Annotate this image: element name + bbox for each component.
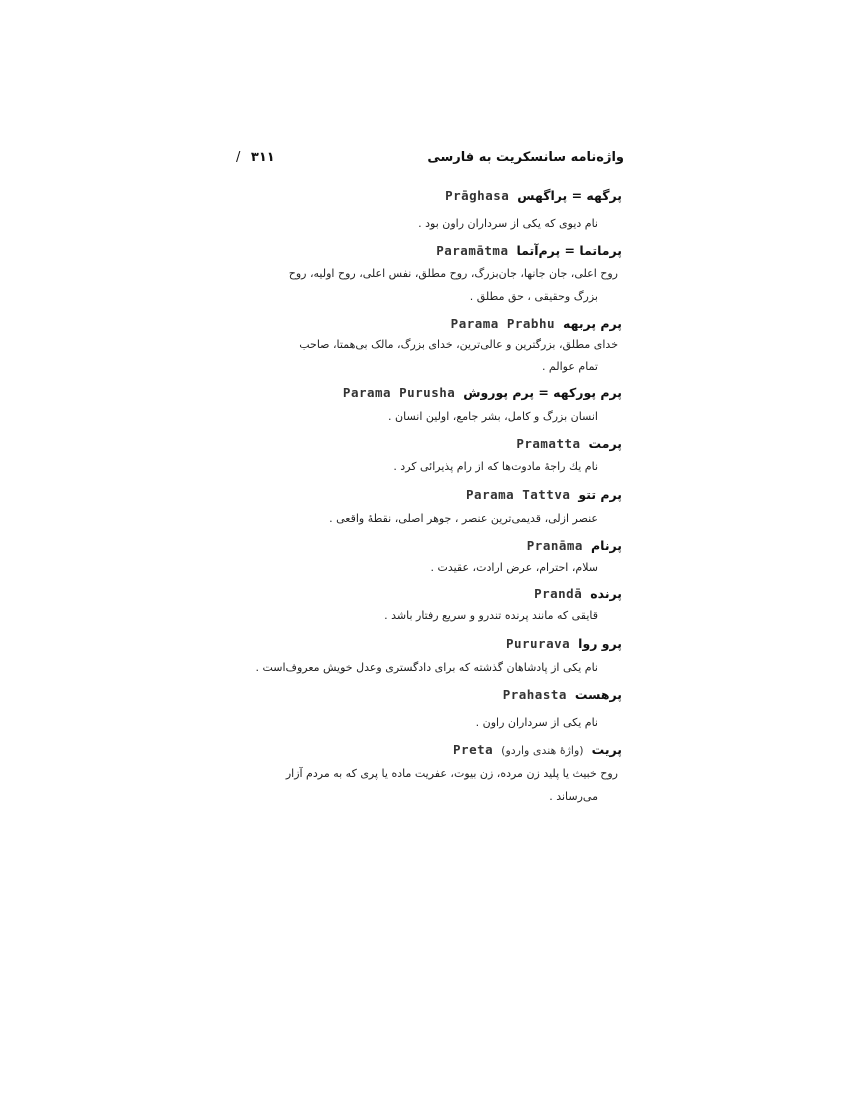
entry-definition-line: نام یکی از سرداران راون . — [475, 716, 598, 729]
entry-term-en: Prandā — [534, 586, 583, 601]
entry-term-fa: پرماتما = پرم‌آتما — [516, 243, 622, 258]
entry-definition-line: روح اعلی، جان جانها، جان‌بزرگ، روح مطلق، نفس اعلی، روح اولیه، روح — [288, 267, 618, 280]
entry-heading — [503, 687, 622, 702]
entry-definition-line: عنصر ازلی، قدیمی‌ترین عنصر ، جوهر اصلی، نقطهٔ واقعی . — [329, 512, 598, 525]
book-title: واژه‌نامه سانسکریت به فارسی — [427, 150, 624, 165]
entry-term-fa: پرم پربهه — [563, 316, 622, 331]
entry-heading — [466, 487, 622, 502]
entry-note: (واژهٔ هندی واردو) — [501, 744, 584, 757]
entry-term-fa: پرمت — [588, 436, 622, 451]
entry-term-en: Prāghasa — [445, 188, 510, 203]
entry-heading — [451, 316, 622, 331]
entry-definition-line: انسان بزرگ و کامل، بشر جامع، اولین انسان . — [388, 410, 598, 423]
entry-term-fa: پرم پورکهه = پرم پوروش — [463, 385, 622, 400]
entry-definition-line: روح خبیث یا پلید زن مرده، زن بیوت، عفریت ماده یا پری که به مردم آزار — [285, 767, 618, 780]
entry-heading — [506, 636, 622, 651]
entry-definition-line: نام یکی از پادشاهان گذشته که برای دادگستری وعدل خویش معروف‌است . — [255, 661, 598, 674]
entry-term-fa: پرگهه = پراگهس — [517, 188, 622, 203]
entry-term-fa: پرنام — [590, 538, 622, 553]
entry-term-fa: پرنده — [590, 586, 622, 601]
entry-heading — [453, 742, 622, 757]
entry-heading — [527, 538, 622, 553]
entry-heading — [343, 385, 622, 400]
entry-definition-line: نام دیوی که یکی از سرداران راون بود . — [418, 217, 598, 230]
entry-heading — [534, 586, 622, 601]
entry-term-fa: پریت — [591, 742, 622, 757]
running-header — [230, 150, 624, 165]
page-number: ۳۱۱ — [250, 150, 275, 165]
entry-term-en: Parama Tattva — [466, 487, 571, 502]
entry-term-en: Paramātma — [436, 243, 509, 258]
entry-definition-line: خدای مطلق، بزرگترین و عالی‌ترین، خدای بزرگ، مالک بی‌همتا، صاحب — [299, 338, 618, 351]
header-separator: / — [236, 150, 241, 165]
entry-definition-line: بزرگ وحقیقی ، حق مطلق . — [469, 290, 598, 303]
entry-definition-line: می‌رساند . — [549, 790, 598, 803]
entry-term-fa: پرو روا — [578, 636, 622, 651]
entry-term-en: Prahasta — [502, 687, 567, 702]
entry-definition-line: سلام، احترام، عرض ارادت، عقیدت . — [430, 561, 598, 574]
entry-term-en: Parama Purusha — [342, 385, 456, 400]
entry-term-en: Preta — [453, 742, 494, 757]
entry-term-fa: پرم تتو — [578, 487, 622, 502]
entry-definition-line: تمام عوالم . — [541, 360, 598, 373]
entry-heading — [436, 243, 622, 258]
entry-heading — [445, 188, 622, 203]
entry-term-en: Pramatta — [516, 436, 581, 451]
entry-definition-line: نام یك راجهٔ مادوت‌ها که از رام پذیرائی کرد . — [393, 460, 598, 473]
entry-heading — [516, 436, 622, 451]
entry-term-en: Pururava — [505, 636, 571, 651]
entry-term-fa: پرهست — [574, 687, 622, 702]
entry-term-en: Pranāma — [526, 538, 583, 553]
entry-definition-line: قایقی که مانند پرنده تندرو و سریع رفتار باشد . — [384, 609, 598, 622]
entry-term-en: Parama Prabhu — [450, 316, 556, 331]
page-number-group — [230, 150, 275, 165]
